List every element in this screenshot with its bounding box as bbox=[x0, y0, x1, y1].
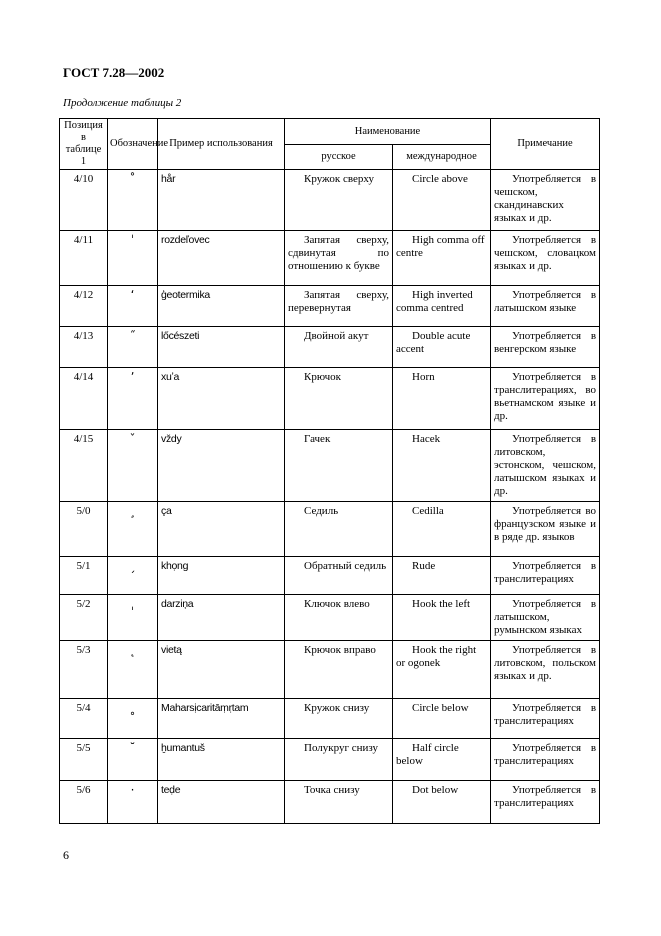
cell-note: Употребляется в чешском, скандинавских языках и др. bbox=[491, 170, 600, 231]
page-number: 6 bbox=[63, 848, 69, 862]
document-title: ГОСТ 7.28—2002 bbox=[63, 65, 165, 80]
cell-position: 5/2 bbox=[60, 595, 108, 641]
cell-symbol: ʼ bbox=[108, 368, 158, 430]
table-row bbox=[60, 327, 600, 368]
cell-example: rozdeľovec bbox=[158, 231, 285, 286]
cell-russian-name: Крючок вправо bbox=[285, 641, 393, 699]
cell-symbol: ¸ bbox=[108, 502, 158, 557]
cell-position: 5/5 bbox=[60, 739, 108, 781]
cell-russian-name: Крючок bbox=[285, 368, 393, 430]
cell-note: Употребляется в литовском, эстонском, чешском, латышском языках и др. bbox=[491, 430, 600, 502]
cell-position: 4/13 bbox=[60, 327, 108, 368]
cell-example: khọng bbox=[158, 557, 285, 595]
table-row bbox=[60, 430, 600, 502]
cell-example: ģeotermika bbox=[158, 286, 285, 327]
table-row bbox=[60, 170, 600, 231]
cell-symbol: ˌ bbox=[108, 595, 158, 641]
cell-example: ça bbox=[158, 502, 285, 557]
cell-international-name: Hacek bbox=[393, 430, 491, 502]
header-international: международное bbox=[393, 145, 491, 170]
cell-international-name: Hook the left bbox=[393, 595, 491, 641]
cell-note: Употребляется во французском языке и в ряде др. языков bbox=[491, 502, 600, 557]
cell-position: 5/6 bbox=[60, 781, 108, 824]
cell-russian-name: Кружок сверху bbox=[285, 170, 393, 231]
cell-international-name: High comma off centre bbox=[393, 231, 491, 286]
cell-position: 5/4 bbox=[60, 699, 108, 739]
table-row bbox=[60, 502, 600, 557]
cell-position: 5/0 bbox=[60, 502, 108, 557]
cell-example: hår bbox=[158, 170, 285, 231]
table-row bbox=[60, 595, 600, 641]
table-body bbox=[60, 170, 600, 824]
cell-russian-name: Гачек bbox=[285, 430, 393, 502]
cell-note: Употребляется в транслитерациях, во вьетнамском языке и др. bbox=[491, 368, 600, 430]
table-row bbox=[60, 699, 600, 739]
cell-international-name: Hook the right or ogonek bbox=[393, 641, 491, 699]
cell-russian-name: Седиль bbox=[285, 502, 393, 557]
cell-example: xuʼa bbox=[158, 368, 285, 430]
header-russian: русское bbox=[285, 145, 393, 170]
cell-example: ḫumantuš bbox=[158, 739, 285, 781]
table-row bbox=[60, 781, 600, 824]
header-position: Позиция в таблице 1 bbox=[60, 119, 108, 170]
cell-note: Употребляется в транслитерациях bbox=[491, 699, 600, 739]
table-row bbox=[60, 641, 600, 699]
cell-international-name: Circle below bbox=[393, 699, 491, 739]
header-symbol: Обозначение bbox=[108, 119, 158, 170]
diacritics-table bbox=[59, 118, 600, 824]
cell-note: Употребляется в латышском, румынском языках bbox=[491, 595, 600, 641]
cell-example: vietą bbox=[158, 641, 285, 699]
cell-note: Употребляется в литовском, польском языках и др. bbox=[491, 641, 600, 699]
cell-note: Употребляется в транслитерациях bbox=[491, 739, 600, 781]
cell-international-name: Circle above bbox=[393, 170, 491, 231]
cell-example: darziņa bbox=[158, 595, 285, 641]
cell-example: teḍe bbox=[158, 781, 285, 824]
table-row bbox=[60, 557, 600, 595]
cell-position: 4/15 bbox=[60, 430, 108, 502]
cell-symbol: ˳ bbox=[108, 699, 158, 739]
cell-international-name: Half circle below bbox=[393, 739, 491, 781]
cell-note: Употребляется в чешском, словацком языках и др. bbox=[491, 231, 600, 286]
header-example: Пример использования bbox=[158, 119, 285, 170]
cell-note: Употребляется в транслитерациях bbox=[491, 781, 600, 824]
cell-symbol: ˛ bbox=[108, 641, 158, 699]
cell-position: 4/11 bbox=[60, 231, 108, 286]
table-row bbox=[60, 739, 600, 781]
cell-symbol: · bbox=[108, 781, 158, 824]
cell-note: Употребляется в латышском языке bbox=[491, 286, 600, 327]
cell-position: 5/1 bbox=[60, 557, 108, 595]
cell-symbol: ˈ bbox=[108, 231, 158, 286]
cell-symbol: ʻ bbox=[108, 286, 158, 327]
cell-russian-name: Полукруг снизу bbox=[285, 739, 393, 781]
table-row bbox=[60, 231, 600, 286]
cell-russian-name: Запятая сверху, сдвинутая по отношению к букве bbox=[285, 231, 393, 286]
header-name: Наименование bbox=[285, 119, 491, 145]
cell-note: Употребляется в транслитерациях bbox=[491, 557, 600, 595]
cell-example: Maharsịcaritāṃṛtam bbox=[158, 699, 285, 739]
table-row bbox=[60, 286, 600, 327]
header-note: Примечание bbox=[491, 119, 600, 170]
cell-position: 5/3 bbox=[60, 641, 108, 699]
cell-international-name: Double acute accent bbox=[393, 327, 491, 368]
cell-example: lőcészeti bbox=[158, 327, 285, 368]
cell-international-name: Horn bbox=[393, 368, 491, 430]
cell-russian-name: Кружок снизу bbox=[285, 699, 393, 739]
cell-international-name: High inverted comma centred bbox=[393, 286, 491, 327]
cell-symbol: ˏ bbox=[108, 557, 158, 595]
cell-symbol: ˇ bbox=[108, 430, 158, 502]
cell-position: 4/10 bbox=[60, 170, 108, 231]
cell-russian-name: Обратный седиль bbox=[285, 557, 393, 595]
cell-symbol: ˝ bbox=[108, 327, 158, 368]
cell-russian-name: Запятая сверху, перевернутая bbox=[285, 286, 393, 327]
cell-symbol: ˚ bbox=[108, 170, 158, 231]
cell-russian-name: Ключок влево bbox=[285, 595, 393, 641]
cell-international-name: Cedilla bbox=[393, 502, 491, 557]
table-row bbox=[60, 368, 600, 430]
cell-position: 4/14 bbox=[60, 368, 108, 430]
cell-international-name: Rude bbox=[393, 557, 491, 595]
cell-russian-name: Двойной акут bbox=[285, 327, 393, 368]
cell-note: Употребляется в венгерском языке bbox=[491, 327, 600, 368]
cell-example: vždy bbox=[158, 430, 285, 502]
cell-russian-name: Точка снизу bbox=[285, 781, 393, 824]
cell-position: 4/12 bbox=[60, 286, 108, 327]
cell-international-name: Dot below bbox=[393, 781, 491, 824]
cell-symbol: ˘ bbox=[108, 739, 158, 781]
table-continuation-label: Продолжение таблицы 2 bbox=[63, 97, 182, 109]
